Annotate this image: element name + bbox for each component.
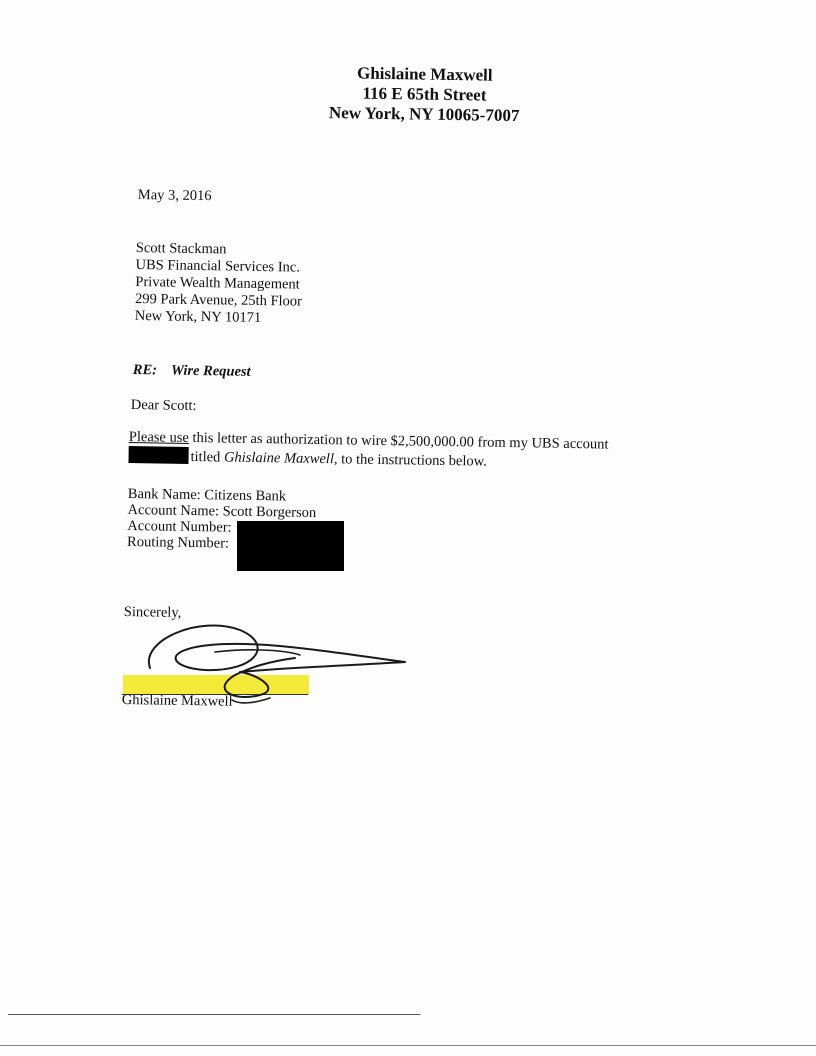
bottom-rule (8, 1014, 420, 1015)
re-line (133, 362, 251, 381)
body-line-1-rest: this letter as authorization to wire $2,500,000.00 from my UBS account (188, 429, 609, 453)
routing-number-label: Routing Number: (126, 533, 230, 552)
recipient-address-line2: New York, NY 10171 (134, 307, 262, 326)
recipient-company: UBS Financial Services Inc. (135, 256, 301, 276)
signer-name: Ghislaine Maxwell (121, 692, 233, 710)
bank-name: Bank Name: Citizens Bank (127, 486, 287, 505)
signature-highlight (123, 675, 309, 694)
salutation: Dear Scott: (130, 397, 197, 415)
bank-numbers-redaction (237, 521, 344, 571)
body-paragraph (128, 429, 608, 473)
recipient-department: Private Wealth Management (135, 273, 300, 293)
letterhead-city: New York, NY 10065-7007 (328, 103, 520, 126)
body-underlined-text: Please use (128, 429, 189, 446)
recipient-address-line1: 299 Park Avenue, 25th Floor (134, 290, 303, 310)
re-label: RE: (132, 362, 158, 379)
recipient-address (135, 240, 303, 328)
body-line-2-post: , to the instructions below. (333, 451, 487, 470)
letterhead-name: Ghislaine Maxwell (356, 63, 493, 85)
letterhead (259, 62, 590, 127)
account-name: Account Name: Scott Borgerson (127, 501, 317, 521)
body-line-2-pre: titled (190, 448, 225, 466)
account-title: Ghislaine Maxwell (223, 449, 335, 468)
recipient-name: Scott Stackman (135, 240, 227, 258)
page-edge-rule (0, 1045, 816, 1046)
letterhead-street: 116 E 65th Street (362, 83, 487, 105)
re-subject: Wire Request (170, 362, 251, 380)
closing: Sincerely, (123, 604, 182, 621)
account-number-label: Account Number: (127, 517, 232, 536)
letter-date: May 3, 2016 (137, 187, 212, 205)
account-redaction (128, 446, 188, 464)
